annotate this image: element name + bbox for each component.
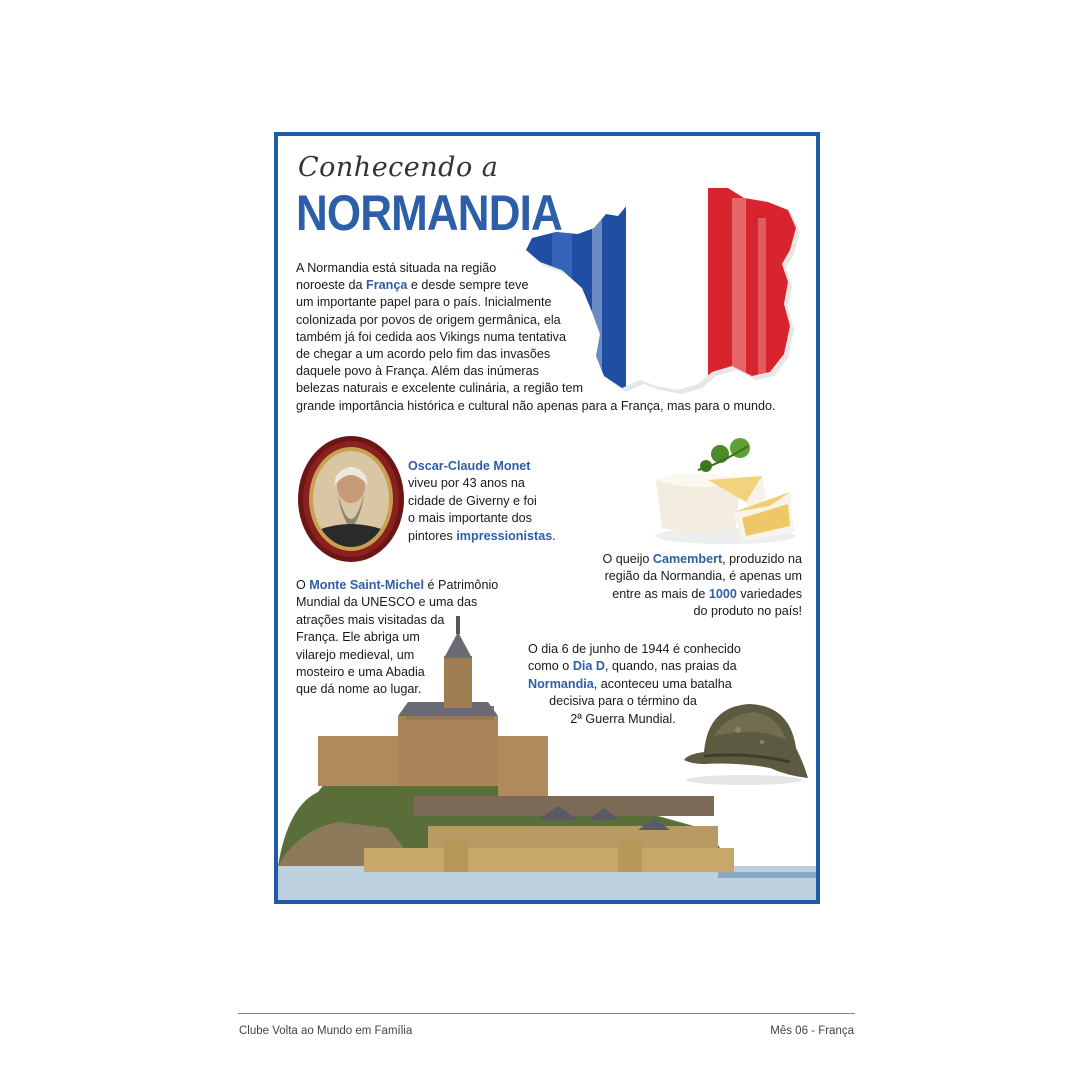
intro-line: noroeste da França e desde sempre teve — [296, 278, 529, 293]
camembert-highlight: Camembert — [652, 552, 723, 566]
intro-line: belezas naturais e excelente culinária, a região tem — [296, 381, 584, 396]
dday-line: 2ª Guerra Mundial. — [570, 711, 676, 726]
monet-portrait-icon — [296, 434, 406, 564]
camembert-line: O queijo Camembert, produzido na — [602, 552, 802, 566]
title-script: Conhecendo a — [298, 152, 499, 183]
camembert-highlight: 1000 — [708, 586, 737, 601]
camembert-text — [548, 551, 802, 621]
monet-line: viveu por 43 anos na — [408, 476, 525, 491]
intro-line: colonizada por povos de origem germânica, ela — [296, 312, 561, 327]
dday-line: decisiva para o término da — [549, 694, 697, 709]
poster — [274, 132, 820, 904]
dday-line: como o Dia D, quando, nas praias da — [528, 659, 737, 674]
footer-right: Mês 06 - França — [770, 1025, 854, 1037]
dday-highlight: Dia D — [572, 659, 606, 674]
monet-line: cidade de Giverny e foi — [408, 493, 537, 508]
mont-line: vilarejo medieval, um — [296, 647, 415, 662]
mont-line: Mundial da UNESCO e uma das — [296, 595, 478, 610]
footer-rule — [238, 1013, 855, 1014]
intro-line: um importante papel para o país. Inicialmente — [296, 295, 552, 310]
monet-line: o mais importante dos — [408, 511, 532, 526]
monet-text — [408, 458, 568, 545]
monet-line: pintores impressionistas. — [408, 528, 556, 543]
intro-text — [296, 260, 806, 415]
intro-line: também já foi cedida aos Vikings numa tentativa — [296, 329, 566, 344]
mont-highlight: Monte Saint-Michel — [309, 578, 425, 592]
monet-highlight: Oscar-Claude Monet — [408, 459, 531, 473]
intro-highlight: França — [366, 278, 408, 293]
camembert-line: região da Normandia, é apenas um — [604, 569, 802, 584]
intro-line: daquele povo à França. Além das inúmeras — [296, 364, 539, 379]
camembert-line: entre as mais de 1000 variedades — [612, 586, 802, 601]
intro-line: A Normandia está situada na região — [296, 261, 497, 275]
dday-line: Normandia, aconteceu uma batalha — [528, 676, 732, 691]
camembert-cheese-icon — [650, 436, 800, 548]
mont-saint-michel-icon — [278, 616, 816, 904]
mont-line: atrações mais visitadas da — [296, 612, 445, 627]
mont-line: O Monte Saint-Michel é Patrimônio — [296, 578, 499, 592]
intro-line: grande importância histórica e cultural não apenas para a França, mas para o mundo. — [296, 398, 776, 413]
footer-left: Clube Volta ao Mundo em Família — [239, 1025, 413, 1037]
intro-line: de chegar a um acordo pelo fim das invasões — [296, 347, 551, 362]
mont-line: mosteiro e uma Abadia — [296, 665, 425, 680]
dday-line: O dia 6 de junho de 1944 é conhecido — [528, 642, 741, 656]
monet-highlight: impressionistas — [456, 528, 553, 543]
mont-line: que dá nome ao lugar. — [296, 682, 422, 697]
camembert-line: do produto no país! — [693, 604, 802, 619]
mont-line: França. Ele abriga um — [296, 630, 420, 645]
monet-line — [408, 458, 568, 475]
dday-highlight: Normandia — [528, 676, 594, 691]
title-main: NORMANDIA — [296, 185, 562, 241]
